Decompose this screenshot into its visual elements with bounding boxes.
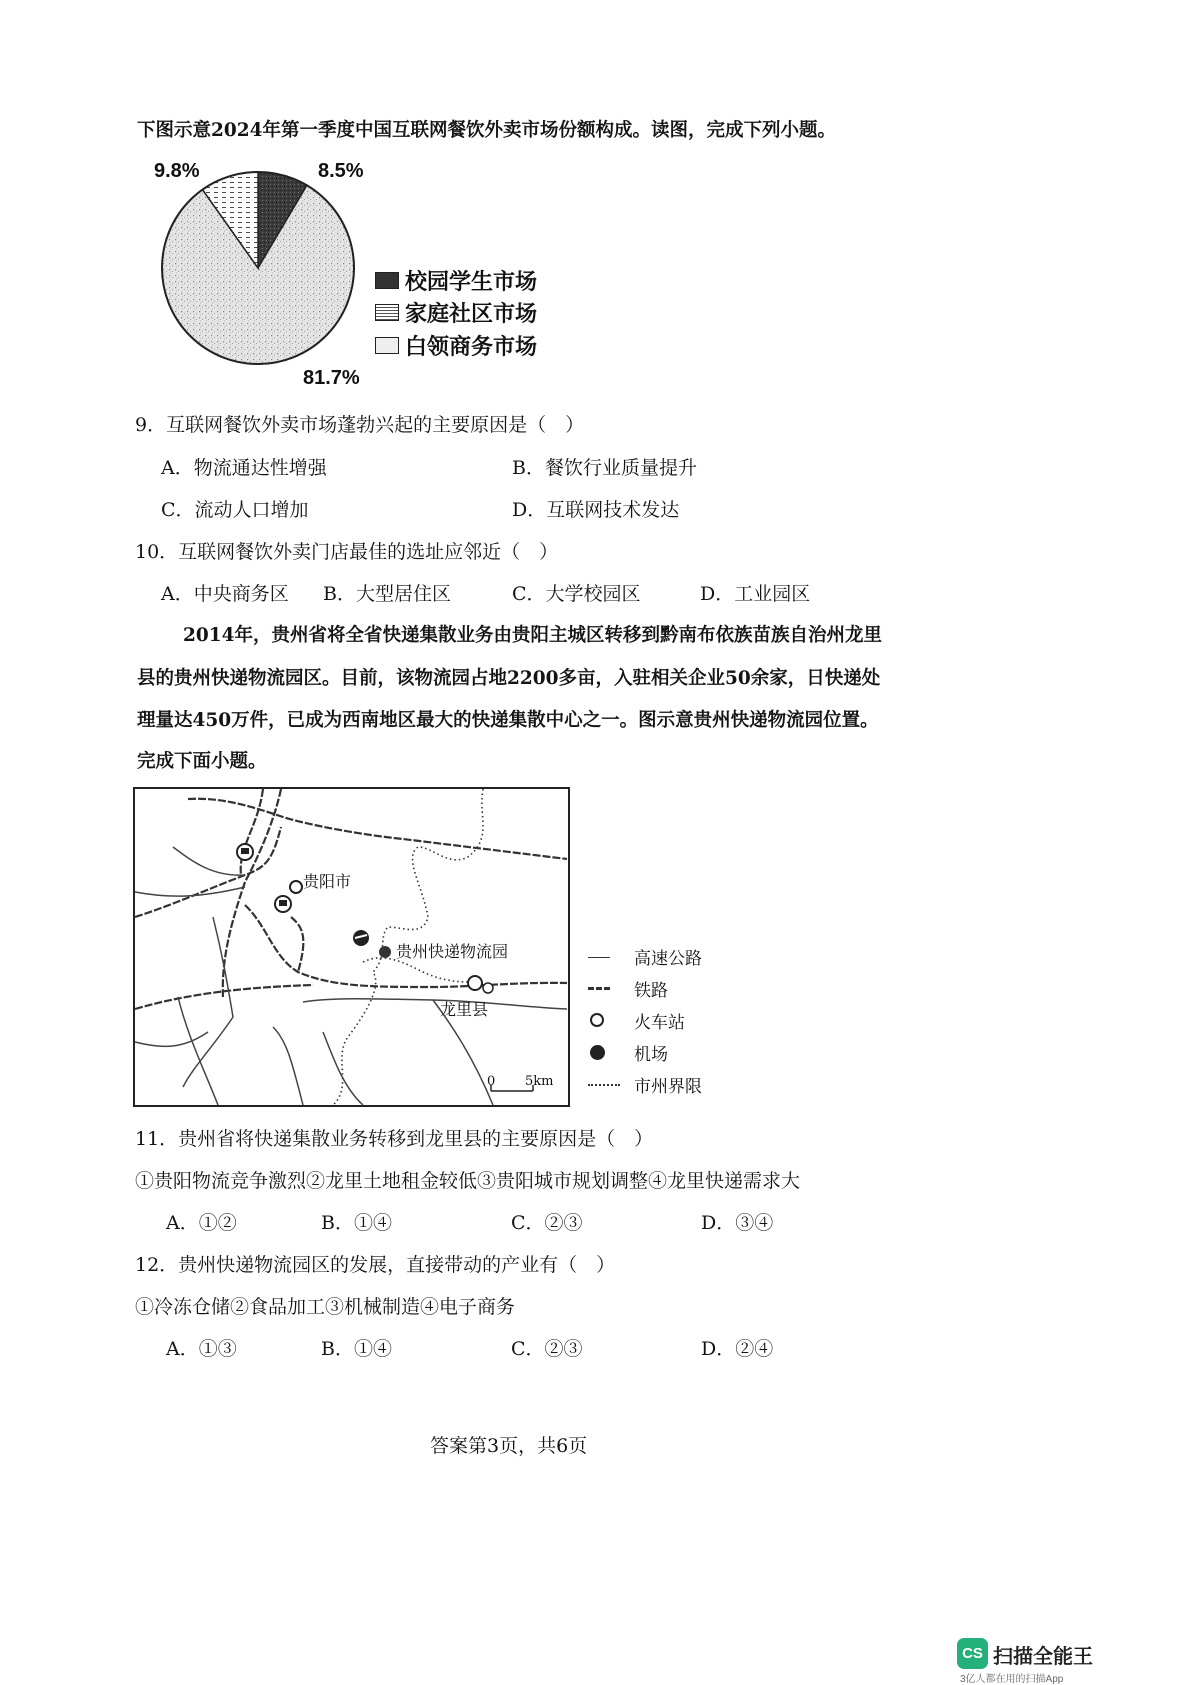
q11-items: ①贵阳物流竞争激烈②龙里土地租金较低③贵阳城市规划调整④龙里快递需求大 — [135, 1170, 801, 1192]
map-label-longli: 龙里县 — [440, 1000, 489, 1019]
q12-option-c[interactable]: C．②③ — [511, 1338, 583, 1360]
passage-line-3: 理量达450万件，已成为西南地区最大的快递集散中心之一。图示意贵州快递物流园位置。 — [137, 710, 879, 731]
q11-option-a[interactable]: A．①② — [166, 1212, 237, 1234]
guiyang-city-marker — [290, 881, 302, 893]
legend-campus — [375, 265, 537, 296]
legend-highway-label: 高速公路 — [634, 949, 702, 969]
q12-stem: 12．贵州快递物流园区的发展，直接带动的产业有（ ） — [135, 1254, 616, 1276]
legend-boundary — [588, 1072, 702, 1097]
watermark-name: 扫描全能王 — [993, 1646, 1093, 1668]
legend-label-family: 家庭社区市场 — [405, 301, 538, 327]
map-label-park: 贵州快递物流园 — [396, 942, 509, 961]
q9-stem: 9．互联网餐饮外卖市场蓬勃兴起的主要原因是（ ） — [135, 414, 585, 436]
q10-option-a[interactable]: A．中央商务区 — [161, 583, 289, 605]
q10-option-d[interactable]: D．工业园区 — [700, 583, 811, 605]
q12-option-b[interactable]: B．①④ — [321, 1338, 392, 1360]
legend-station-label: 火车站 — [634, 1013, 685, 1033]
logistics-park-marker — [379, 946, 391, 958]
pie-label-family: 9.8% — [154, 160, 200, 182]
map-scale-5km: 5km — [525, 1074, 554, 1089]
passage-line-1: 2014年，贵州省将全省快递集散业务由贵阳主城区转移到黔南布依族苗族自治州龙里 — [183, 625, 882, 646]
passage-line-4: 完成下面小题。 — [137, 751, 267, 772]
legend-boundary-label: 市州界限 — [634, 1077, 702, 1097]
q11-option-b[interactable]: B．①④ — [321, 1212, 392, 1234]
legend-swatch-dark — [375, 272, 399, 289]
train-station-north — [237, 844, 253, 860]
q10-stem: 10．互联网餐饮外卖门店最佳的选址应邻近（ ） — [135, 541, 559, 563]
q9-option-c[interactable]: C．流动人口增加 — [161, 499, 309, 521]
page-footer: 答案第3页，共6页 — [430, 1435, 588, 1457]
q12-option-a[interactable]: A．①③ — [166, 1338, 237, 1360]
railway-symbol — [588, 981, 626, 997]
q10-option-b[interactable]: B．大型居住区 — [323, 583, 451, 605]
legend-swatch-light — [375, 337, 399, 354]
highway-symbol — [588, 949, 626, 965]
camscanner-logo-icon: CS — [957, 1638, 988, 1669]
intro-text: 下图示意2024年第一季度中国互联网餐饮外卖市场份额构成。读图，完成下列小题。 — [137, 120, 836, 141]
legend-family — [375, 297, 537, 328]
q10-option-c[interactable]: C．大学校园区 — [512, 583, 641, 605]
watermark-sub: 3亿人都在用的扫描App — [960, 1674, 1064, 1685]
pie-label-whitecollar: 81.7% — [303, 367, 360, 389]
legend-airport — [588, 1040, 668, 1065]
train-station-icon — [588, 1013, 626, 1029]
q12-items: ①冷冻仓储②食品加工③机械制造④电子商务 — [135, 1296, 516, 1318]
legend-label-campus: 校园学生市场 — [405, 269, 538, 295]
q9-option-d[interactable]: D．互联网技术发达 — [512, 499, 680, 521]
q9-option-b[interactable]: B．餐饮行业质量提升 — [512, 457, 697, 479]
passage-line-2: 县的贵州快递物流园区。目前，该物流园占地2200多亩，入驻相关企业50余家，日快递处 — [137, 668, 881, 689]
pie-label-campus: 8.5% — [318, 160, 364, 182]
train-station-south — [275, 896, 291, 912]
boundary-symbol — [588, 1077, 626, 1093]
q11-stem: 11．贵州省将快递集散业务转移到龙里县的主要原因是（ ） — [135, 1128, 654, 1150]
longli-marker — [468, 976, 482, 990]
map-scale-zero: 0 — [487, 1074, 496, 1089]
q12-option-d[interactable]: D．②④ — [701, 1338, 774, 1360]
airport-icon — [588, 1045, 626, 1061]
legend-railway — [588, 976, 668, 1001]
legend-swatch-dashed — [375, 304, 399, 321]
q9-option-a[interactable]: A．物流通达性增强 — [161, 457, 327, 479]
map-label-guiyang: 贵阳市 — [303, 872, 352, 891]
legend-highway — [588, 944, 702, 969]
legend-airport-label: 机场 — [634, 1045, 668, 1065]
q11-option-c[interactable]: C．②③ — [511, 1212, 583, 1234]
legend-railway-label: 铁路 — [634, 981, 668, 1001]
q11-option-d[interactable]: D．③④ — [701, 1212, 774, 1234]
legend-whitecollar — [375, 330, 537, 361]
airport-marker — [353, 930, 369, 946]
legend-label-whitecollar: 白领商务市场 — [405, 334, 538, 360]
pie-chart — [150, 160, 390, 400]
longli-marker-2 — [483, 983, 493, 993]
legend-station — [588, 1008, 685, 1033]
